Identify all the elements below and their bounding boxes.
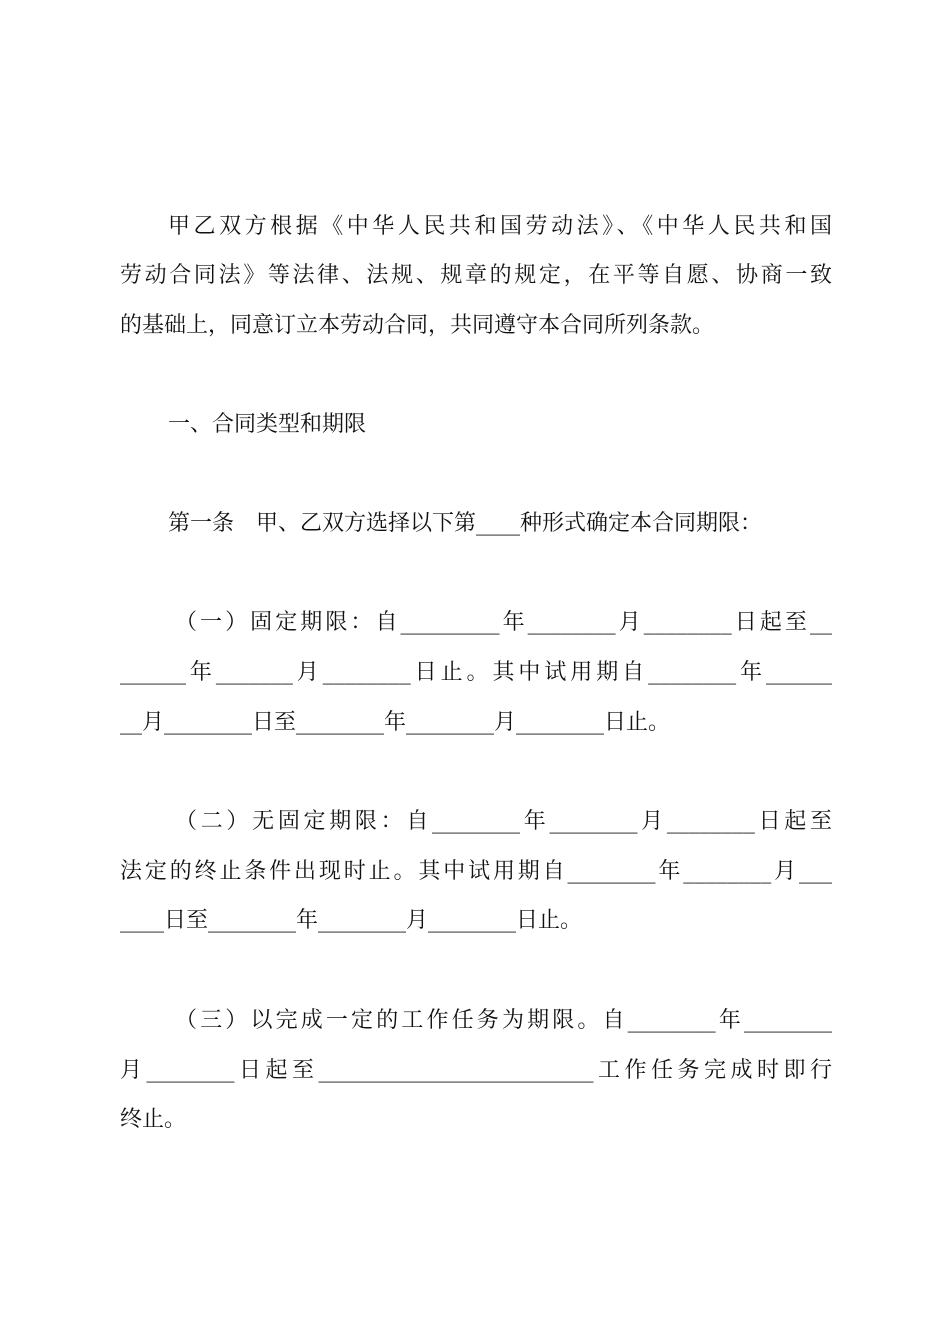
intro-line-2: 劳动合同法》等法律、法规、规章的规定，在平等自愿、协商一致 [120,263,832,288]
section-heading: 一、合同类型和期限 [168,412,367,437]
option-1-line-1: （一）固定期限：自_________年________月________日起至__ [175,610,832,635]
option-3-line-3: 终止。 [120,1107,187,1132]
option-2-line-1: （二）无固定期限：自________年________月________日起至 [175,809,832,834]
option-3-line-1: （三）以完成一定的工作任务为期限。自________年________ [175,1008,832,1033]
document-page [120,0,832,1344]
article-1-text: 第一条 甲、乙双方选择以下第____种形式确定本合同期限： [168,511,763,536]
intro-line-1: 甲乙双方根据《中华人民共和国劳动法》、《中华人民共和国 [168,214,832,239]
option-1-line-3: __月________日至________年________月________日止。 [120,710,671,735]
option-1-line-2: ______年_______月________日止。其中试用期自________年______ [120,660,832,685]
option-3-line-2: 月________日起至_________________________工作任务完成时即行 [120,1058,832,1083]
option-2-line-3: ____日至________年________月________日止。 [120,908,583,933]
option-2-line-2: 法定的终止条件出现时止。其中试用期自________年________月___ [120,859,832,884]
intro-line-3: 的基础上，同意订立本劳动合同，共同遵守本合同所列条款。 [120,313,715,338]
